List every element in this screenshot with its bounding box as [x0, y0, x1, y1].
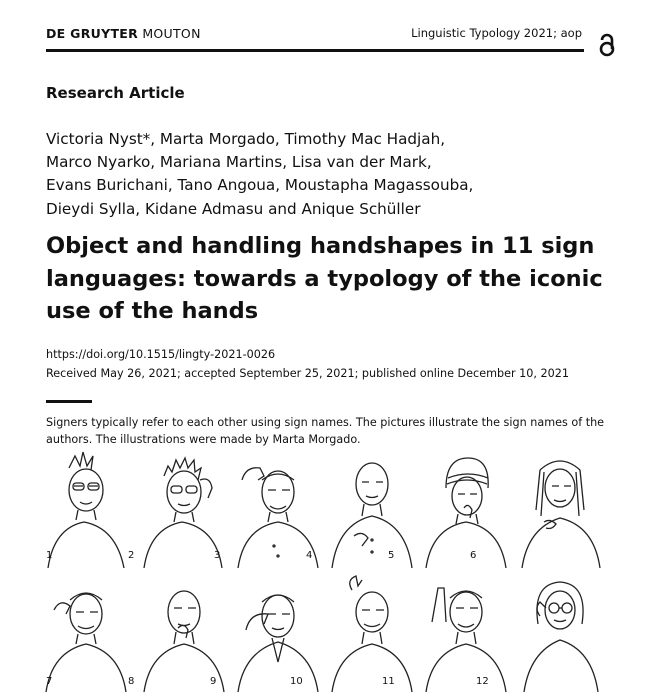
doi-link[interactable]: https://doi.org/10.1515/lingty-2021-0026	[46, 348, 276, 361]
running-header	[46, 24, 582, 50]
caption-rule	[46, 400, 92, 403]
figure-number: 12	[476, 676, 489, 687]
portrait-9	[232, 574, 324, 692]
publisher-bold: DE GRUYTER	[46, 26, 139, 41]
portrait-7	[40, 574, 135, 692]
author-line: Marco Nyarko, Mariana Martins, Lisa van der Mark,	[46, 153, 432, 172]
figure-number: 9	[210, 676, 217, 687]
section-label: Research Article	[46, 84, 185, 102]
header-rule	[46, 49, 584, 52]
publication-dates: Received May 26, 2021; accepted September 25, 2021; published online December 10, 2021	[46, 367, 569, 380]
author-line: Dieydi Sylla, Kidane Admasu and Anique Schüller	[46, 199, 421, 218]
portrait-6	[514, 450, 606, 568]
figure-number: 5	[388, 550, 395, 561]
caption-line: authors. The illustrations were made by Marta Morgado.	[46, 433, 361, 446]
title-line: Object and handling handshapes in 11 sign	[46, 233, 595, 259]
sign-name-illustrations	[40, 450, 640, 697]
portrait-5	[420, 450, 512, 568]
author-line: Evans Burichani, Tano Angoua, Moustapha Magassouba,	[46, 176, 474, 195]
open-access-icon[interactable]	[596, 28, 618, 60]
figure-number: 3	[214, 550, 221, 561]
portrait-11	[420, 574, 512, 692]
portrait-12	[514, 574, 606, 692]
author-line: Victoria Nyst*, Marta Morgado, Timothy Mac Hadjah,	[46, 130, 446, 148]
figure-number: 1	[46, 550, 53, 561]
figure-number: 10	[290, 676, 303, 687]
author-list	[46, 128, 586, 221]
figure-number: 7	[46, 676, 53, 687]
portrait-10	[326, 574, 418, 692]
figure-number: 2	[128, 550, 135, 561]
title-line: languages: towards a typology of the iconic	[46, 265, 603, 292]
portrait-8	[138, 574, 230, 692]
publisher-rest: MOUTON	[142, 26, 201, 41]
publisher-name	[46, 26, 201, 41]
figure-number: 11	[382, 676, 395, 687]
title-line: use of the hands	[46, 298, 259, 324]
figure-number: 4	[306, 550, 313, 561]
caption-line: Signers typically refer to each other using sign names. The pictures illustrate the sign names of the	[46, 416, 605, 429]
article-title	[46, 230, 606, 328]
journal-citation: Linguistic Typology 2021; aop	[411, 26, 582, 40]
figure-number: 6	[470, 550, 477, 561]
portrait-4	[326, 450, 418, 568]
figure-caption	[46, 414, 606, 448]
portrait-1	[40, 450, 135, 568]
figure-number: 8	[128, 676, 135, 687]
